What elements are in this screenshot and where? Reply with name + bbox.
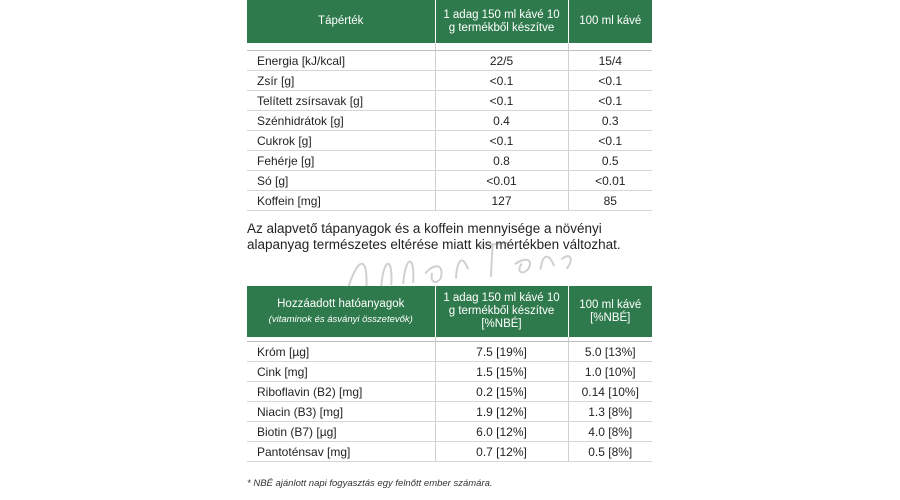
row-serving-value: 0.4 (435, 111, 568, 131)
row-serving-value: <0.1 (435, 91, 568, 111)
row-100ml-value: <0.1 (568, 91, 652, 111)
header-per-100ml-nbe: 100 ml kávé [%NBÉ] (568, 286, 652, 337)
row-100ml-value: 0.14 [10%] (568, 382, 652, 402)
table-row (247, 402, 652, 422)
row-label: Koffein [mg] (247, 191, 435, 211)
row-100ml-value: 4.0 [8%] (568, 422, 652, 442)
row-serving-value: <0.01 (435, 171, 568, 191)
row-label: Szénhidrátok [g] (247, 111, 435, 131)
header-per-serving: 1 adag 150 ml kávé 10 g termékből készítve (435, 0, 568, 43)
row-serving-value: 1.5 [15%] (435, 362, 568, 382)
added-ingredients-table (247, 286, 652, 462)
row-label: Telített zsírsavak [g] (247, 91, 435, 111)
row-serving-value: 127 (435, 191, 568, 211)
header-ingredients-subtitle: (vitaminok és ásványi összetevők) (268, 313, 413, 325)
row-label: Cink [mg] (247, 362, 435, 382)
row-100ml-value: 1.0 [10%] (568, 362, 652, 382)
table-row (247, 171, 652, 191)
table-row (247, 442, 652, 462)
nbe-footnote: * NBÉ ajánlott napi fogyasztás egy felnőtt ember számára. (247, 478, 493, 489)
row-label: Niacin (B3) [mg] (247, 402, 435, 422)
header-per-100ml: 100 ml kávé (568, 0, 652, 43)
row-label: Fehérje [g] (247, 151, 435, 171)
table-row (247, 342, 652, 362)
nutrition-table (247, 0, 652, 211)
row-serving-value: 22/5 (435, 51, 568, 71)
table-row (247, 131, 652, 151)
row-100ml-value: 0.3 (568, 111, 652, 131)
header-ingredients-title: Hozzáadott hatóanyagok (277, 297, 405, 310)
row-label: Riboflavin (B2) [mg] (247, 382, 435, 402)
row-100ml-value: 1.3 [8%] (568, 402, 652, 422)
row-100ml-value: <0.1 (568, 71, 652, 91)
table-row (247, 91, 652, 111)
table-row (247, 71, 652, 91)
row-label: Biotin (B7) [µg] (247, 422, 435, 442)
row-100ml-value: 0.5 (568, 151, 652, 171)
row-label: Só [g] (247, 171, 435, 191)
variation-note: Az alapvető tápanyagok és a koffein mennyisége a növényi alapanyag természetes eltérése miatt kis mértékben változhat. (247, 221, 621, 252)
row-serving-value: <0.1 (435, 71, 568, 91)
row-label: Energia [kJ/kcal] (247, 51, 435, 71)
row-100ml-value: 5.0 [13%] (568, 342, 652, 362)
row-label: Pantoténsav [mg] (247, 442, 435, 462)
row-label: Króm [µg] (247, 342, 435, 362)
row-100ml-value: <0.1 (568, 131, 652, 151)
row-serving-value: <0.1 (435, 131, 568, 151)
row-label: Zsír [g] (247, 71, 435, 91)
table-row (247, 111, 652, 131)
row-serving-value: 0.7 [12%] (435, 442, 568, 462)
row-100ml-value: <0.01 (568, 171, 652, 191)
table-row (247, 382, 652, 402)
row-100ml-value: 0.5 [8%] (568, 442, 652, 462)
table-row (247, 362, 652, 382)
table-row (247, 151, 652, 171)
header-per-serving-nbe: 1 adag 150 ml kávé 10 g termékből készítve [%NBÉ] (435, 286, 568, 337)
header-nutrient: Tápérték (247, 0, 435, 43)
row-serving-value: 0.2 [15%] (435, 382, 568, 402)
table-row (247, 191, 652, 211)
row-serving-value: 6.0 [12%] (435, 422, 568, 442)
table-row (247, 51, 652, 71)
row-100ml-value: 15/4 (568, 51, 652, 71)
row-100ml-value: 85 (568, 191, 652, 211)
row-serving-value: 7.5 [19%] (435, 342, 568, 362)
header-ingredients (247, 286, 435, 337)
row-serving-value: 1.9 [12%] (435, 402, 568, 422)
row-label: Cukrok [g] (247, 131, 435, 151)
table-row (247, 422, 652, 442)
row-serving-value: 0.8 (435, 151, 568, 171)
